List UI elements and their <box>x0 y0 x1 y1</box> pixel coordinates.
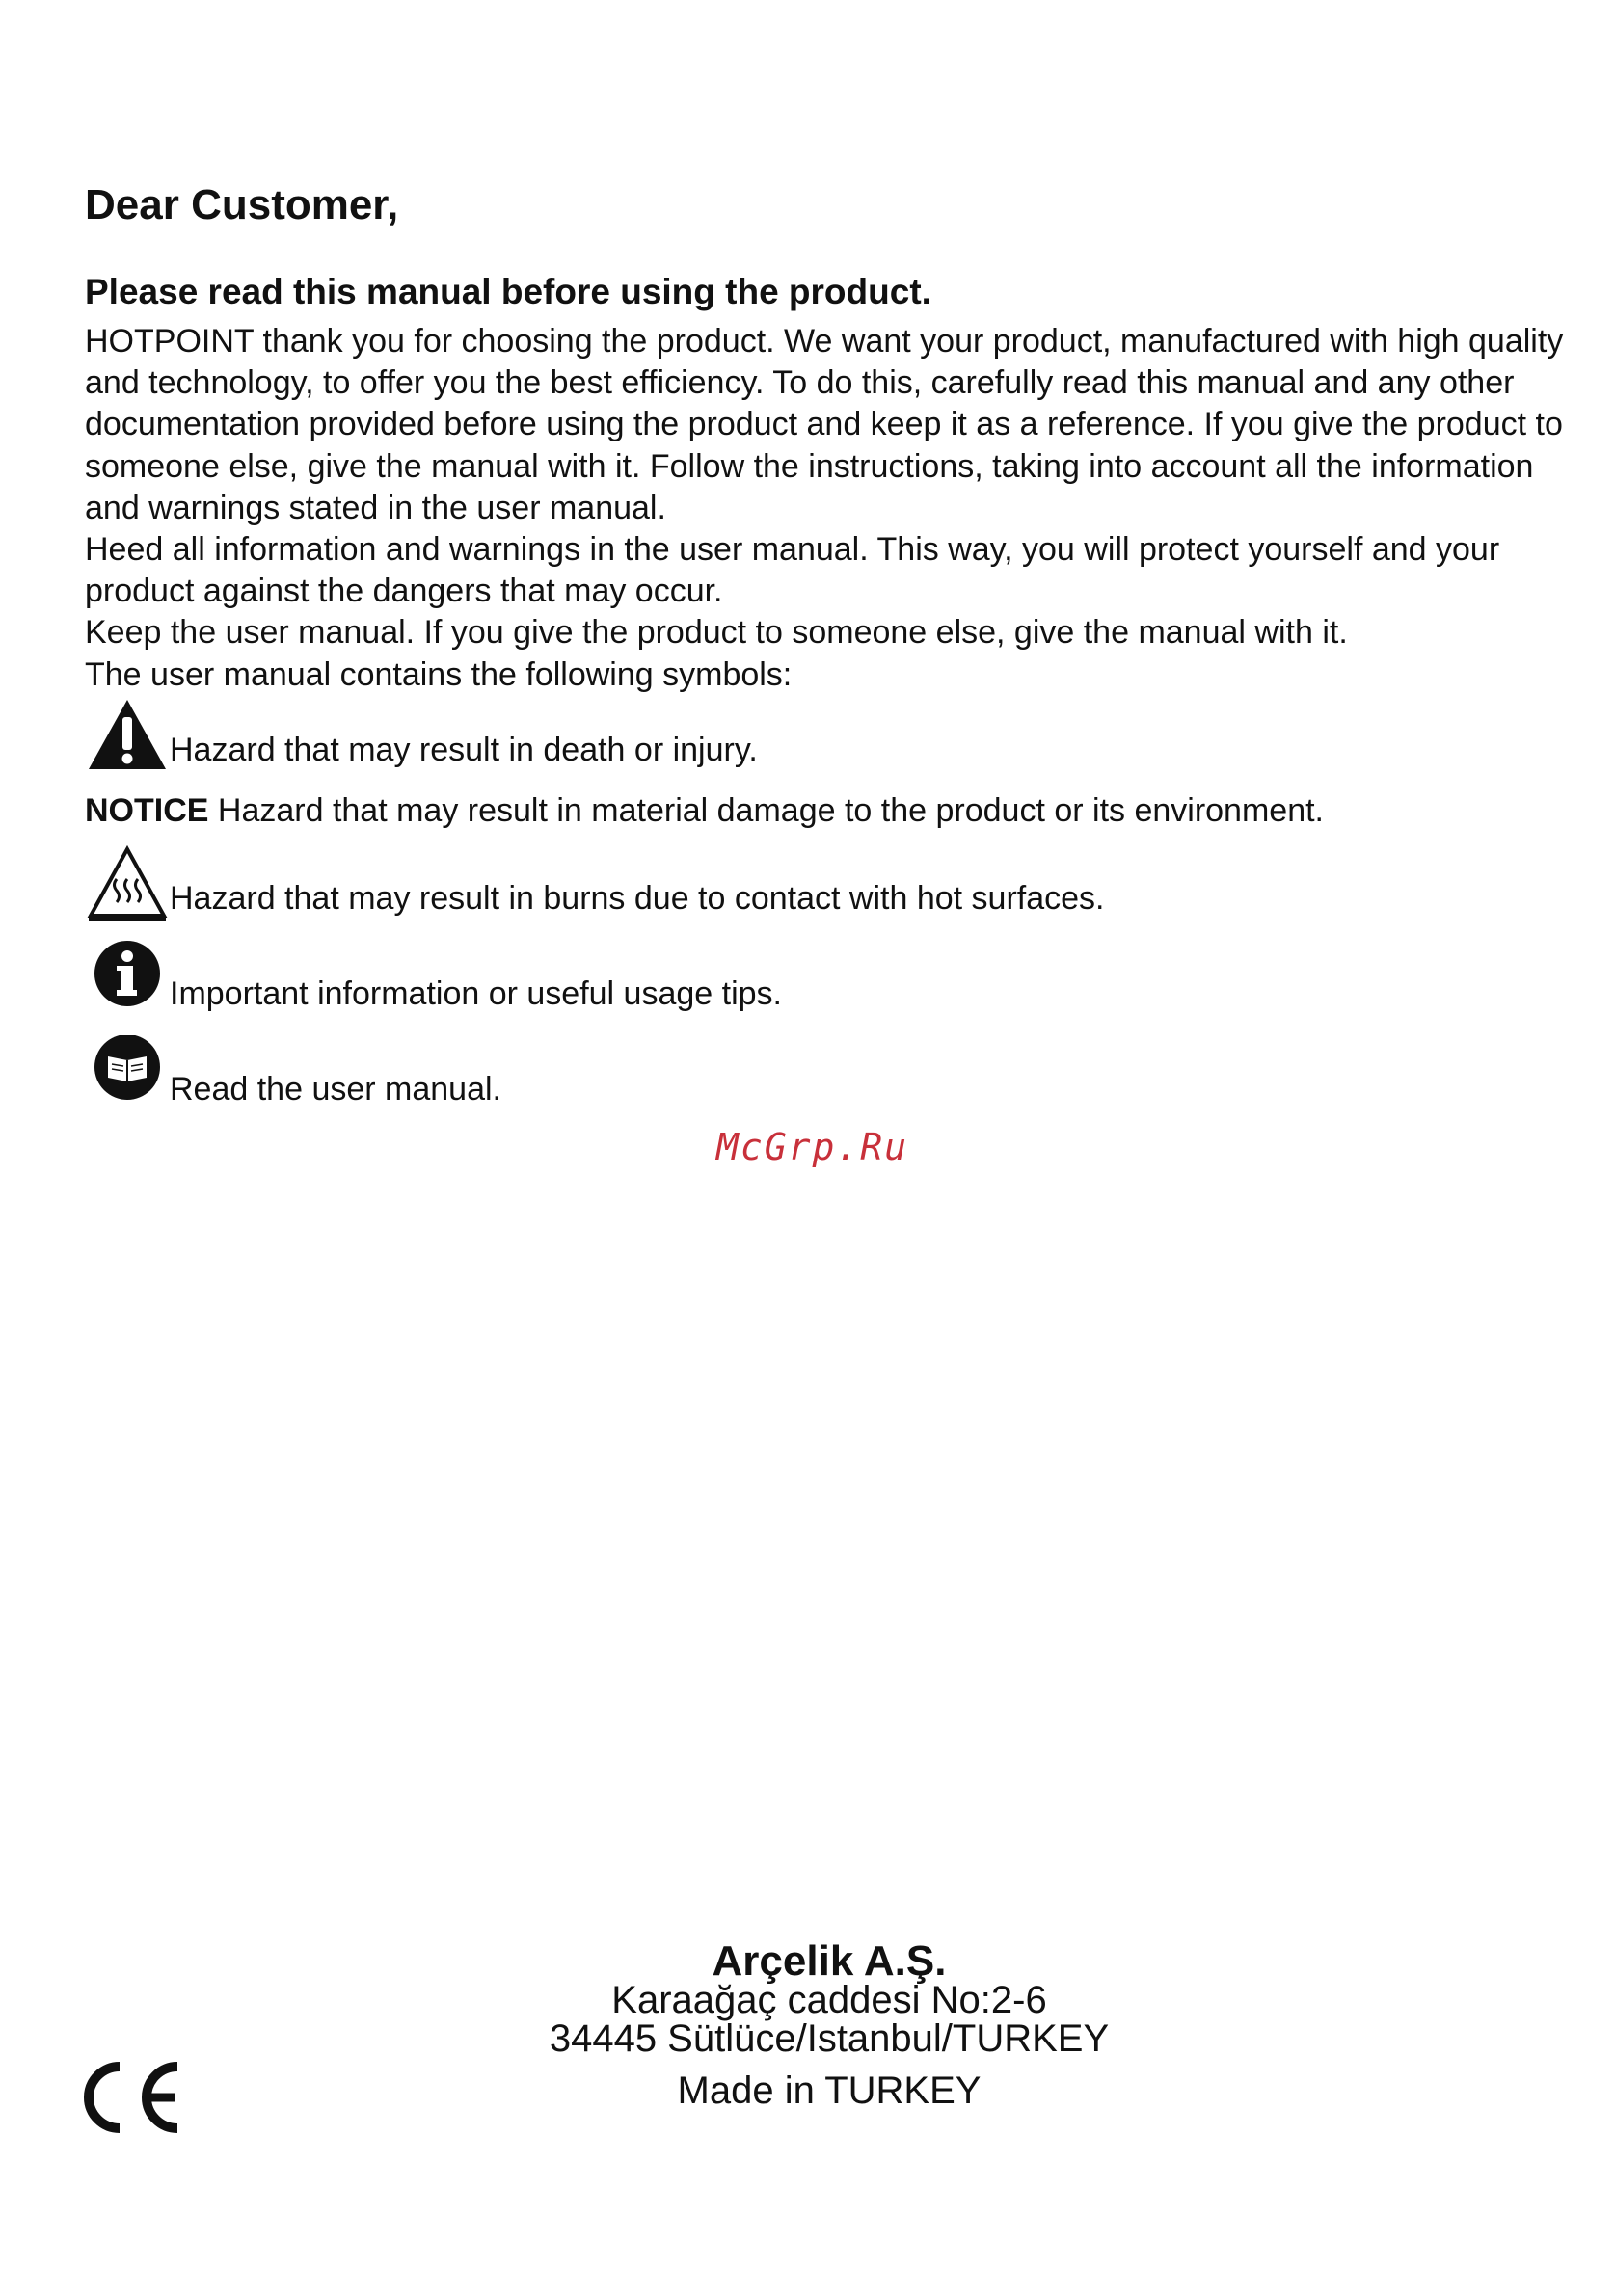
symbol-info-text: Important information or useful usage tips. <box>170 975 782 1012</box>
symbol-notice-row <box>85 790 1324 832</box>
made-in-text: Made in TURKEY <box>677 2069 982 2112</box>
notice-text: Hazard that may result in material damage to the product or its environment. <box>208 792 1325 829</box>
watermark-text: McGrp.Ru <box>715 1126 909 1168</box>
intro-paragraph-4: The user manual contains the following symbols: <box>85 655 793 693</box>
instruction-heading: Please read this manual before using the product. <box>85 272 931 311</box>
watermark <box>0 1126 1615 1168</box>
hot-surface-icon <box>85 844 170 921</box>
symbol-info-row <box>85 940 782 1017</box>
symbol-warning-row <box>85 696 758 773</box>
symbol-hot-surface-text: Hazard that may result in burns due to contact with hot surfaces. <box>170 880 1105 917</box>
address-line-1: Karaağaç caddesi No:2-6 <box>611 1979 1047 2021</box>
notice-label: NOTICE <box>85 792 209 829</box>
intro-text <box>85 321 1570 696</box>
warning-triangle-icon <box>85 696 170 773</box>
company-name: Arçelik A.Ş. <box>712 1937 947 1985</box>
info-icon <box>85 940 170 1017</box>
manufacturer-address <box>540 1937 1118 2112</box>
ce-mark-icon <box>81 2061 187 2134</box>
greeting-heading: Dear Customer, <box>85 181 399 228</box>
address-line-2: 34445 Sütlüce/Istanbul/TURKEY <box>549 2017 1110 2060</box>
intro-paragraph-2: Heed all information and warnings in the user manual. This way, you will protect yourself and your product against the dangers that may occur. <box>85 531 1500 610</box>
intro-paragraph-3: Keep the user manual. If you give the product to someone else, give the manual with it. <box>85 614 1348 652</box>
symbol-manual-row <box>85 1035 501 1112</box>
symbol-manual-text: Read the user manual. <box>170 1071 501 1108</box>
book-icon <box>85 1035 170 1112</box>
symbol-hot-surface-row <box>85 844 1104 921</box>
symbol-warning-text: Hazard that may result in death or injury. <box>170 732 758 768</box>
intro-paragraph-1: HOTPOINT thank you for choosing the product. We want your product, manufactured with high quality and technology, to offer you the best efficiency. To do this, carefully read this manual and any other documentation provided before using the product and keep it as a reference. If you give the product to someone else, give the manual with it. Follow the instructions, taking into account all the information and warnings stated in the user manual. <box>85 323 1564 526</box>
